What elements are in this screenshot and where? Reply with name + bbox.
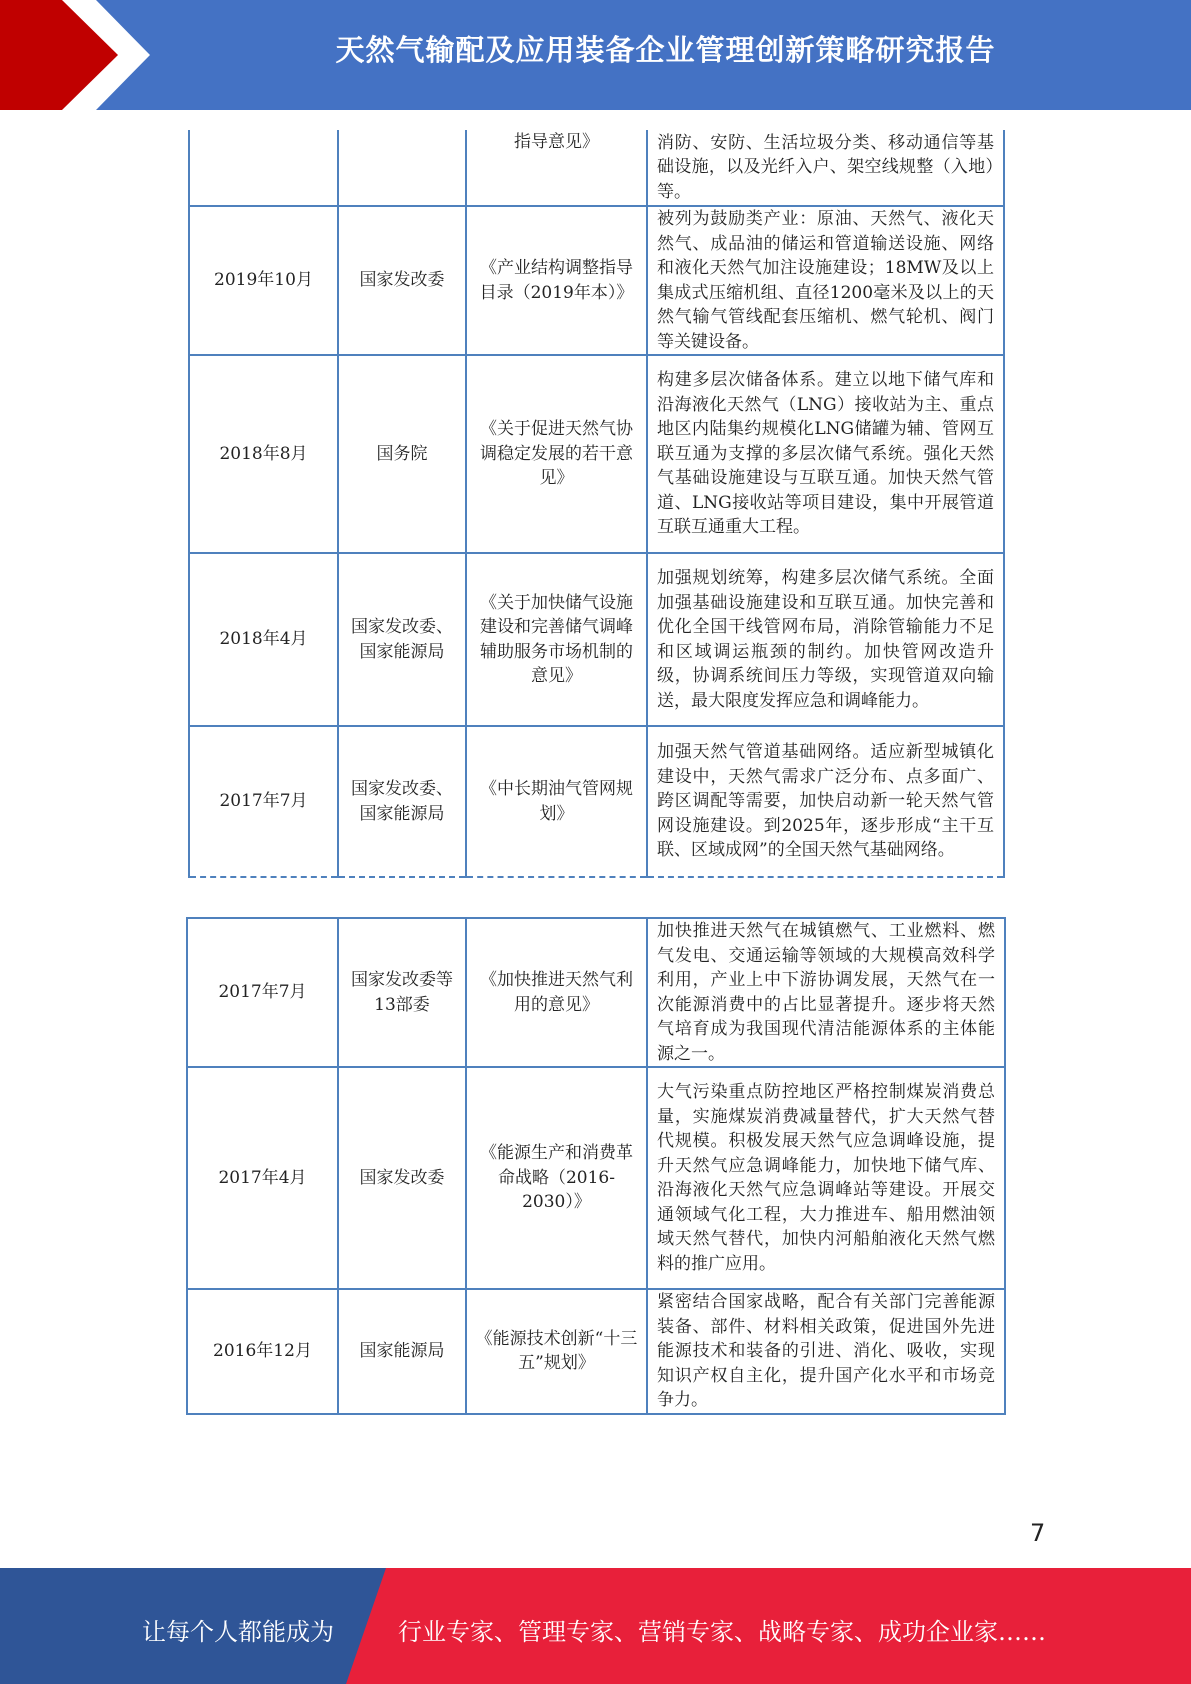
date-cell: 2017年4月 — [187, 1067, 338, 1289]
date-cell: 2017年7月 — [189, 726, 338, 877]
content-cell: 大气污染重点防控地区严格控制煤炭消费总量，实施煤炭消费减量替代，扩大天然气替代规模。积极发展天然气应急调峰设施，提升天然气应急调峰能力，加快地下储气库、沿海液化天然气应急调峰站等建设。开展交通领域气化工程，大力推进车、船用燃油领域天然气替代，加快内河船舶液化天然气燃料的推广应用。 — [647, 1067, 1005, 1289]
footer-banner — [0, 1568, 1191, 1684]
content-cell: 消防、安防、生活垃圾分类、移动通信等基础设施，以及光纤入户、架空线规整（入地）等。 — [647, 130, 1004, 206]
department-cell: 国家发改委等13部委 — [338, 918, 466, 1067]
table-row — [187, 1067, 1005, 1289]
department-cell — [338, 130, 466, 206]
department-cell: 国务院 — [338, 355, 466, 553]
department-cell: 国家发改委 — [338, 206, 466, 355]
date-cell: 2016年12月 — [187, 1289, 338, 1414]
document-cell: 《关于促进天然气协调稳定发展的若干意见》 — [466, 355, 647, 553]
policy-table-1 — [188, 130, 1005, 878]
table-row — [189, 355, 1004, 553]
policy-table-2 — [186, 917, 1006, 1415]
page-number: 7 — [1030, 1519, 1046, 1547]
content-cell: 加强规划统筹，构建多层次储气系统。全面加强基础设施建设和互联互通。加快完善和优化全国干线管网布局，消除管输能力不足和区域调运瓶颈的制约。加快管网改造升级，协调系统间压力等级，实现管道双向输送，最大限度发挥应急和调峰能力。 — [647, 553, 1004, 726]
content-cell: 加快推进天然气在城镇燃气、工业燃料、燃气发电、交通运输等领域的大规模高效科学利用，产业上中下游协调发展，天然气在一次能源消费中的占比显著提升。逐步将天然气培育成为我国现代清洁能源体系的主体能源之一。 — [647, 918, 1005, 1067]
document-cell: 《关于加快储气设施建设和完善储气调峰辅助服务市场机制的意见》 — [466, 553, 647, 726]
footer-slogan-right: 行业专家、管理专家、营销专家、战略专家、成功企业家…… — [398, 1618, 1046, 1646]
table-row — [187, 918, 1005, 1067]
content-cell: 加强天然气管道基础网络。适应新型城镇化建设中，天然气需求广泛分布、点多面广、跨区调配等需要，加快启动新一轮天然气管网设施建设。到2025年，逐步形成“主干互联、区域成网”的全国天然气基础网络。 — [647, 726, 1004, 877]
content-cell: 紧密结合国家战略，配合有关部门完善能源装备、部件、材料相关政策，促进国外先进能源技术和装备的引进、消化、吸收，实现知识产权自主化，提升国产化水平和市场竞争力。 — [647, 1289, 1005, 1414]
department-cell: 国家发改委、国家能源局 — [338, 553, 466, 726]
date-cell: 2018年8月 — [189, 355, 338, 553]
document-cell: 《加快推进天然气利用的意见》 — [466, 918, 647, 1067]
department-cell: 国家发改委 — [338, 1067, 466, 1289]
department-cell: 国家发改委、国家能源局 — [338, 726, 466, 877]
date-cell: 2018年4月 — [189, 553, 338, 726]
table-row — [189, 206, 1004, 355]
report-title: 天然气输配及应用装备企业管理创新策略研究报告 — [335, 33, 996, 67]
chevron-arrow-icon — [0, 0, 160, 110]
content-cell: 被列为鼓励类产业：原油、天然气、液化天然气、成品油的储运和管道输送设施、网络和液化天然气加注设施建设；18MW及以上集成式压缩机组、直径1200毫米及以上的天然气输气管线配套压缩机、燃气轮机、阀门等关键设备。 — [647, 206, 1004, 355]
table-row — [189, 553, 1004, 726]
document-cell: 《中长期油气管网规划》 — [466, 726, 647, 877]
document-cell: 《能源技术创新“十三五”规划》 — [466, 1289, 647, 1414]
document-cell: 《产业结构调整指导目录（2019年本）》 — [466, 206, 647, 355]
date-cell — [189, 130, 338, 206]
footer-slogan-left: 让每个人都能成为 — [142, 1618, 334, 1646]
table-row — [189, 726, 1004, 877]
table-row — [187, 1289, 1005, 1414]
header-banner — [0, 0, 1191, 110]
document-cell: 《能源生产和消费革命战略（2016-2030）》 — [466, 1067, 647, 1289]
content-cell: 构建多层次储备体系。建立以地下储气库和沿海液化天然气（LNG）接收站为主、重点地区内陆集约规模化LNG储罐为辅、管网互联互通为支撑的多层次储气系统。强化天然气基础设施建设与互联互通。加快天然气管道、LNG接收站等项目建设，集中开展管道互联互通重大工程。 — [647, 355, 1004, 553]
department-cell: 国家能源局 — [338, 1289, 466, 1414]
date-cell: 2017年7月 — [187, 918, 338, 1067]
document-cell: 指导意见》 — [466, 130, 647, 206]
table-row — [189, 130, 1004, 206]
date-cell: 2019年10月 — [189, 206, 338, 355]
